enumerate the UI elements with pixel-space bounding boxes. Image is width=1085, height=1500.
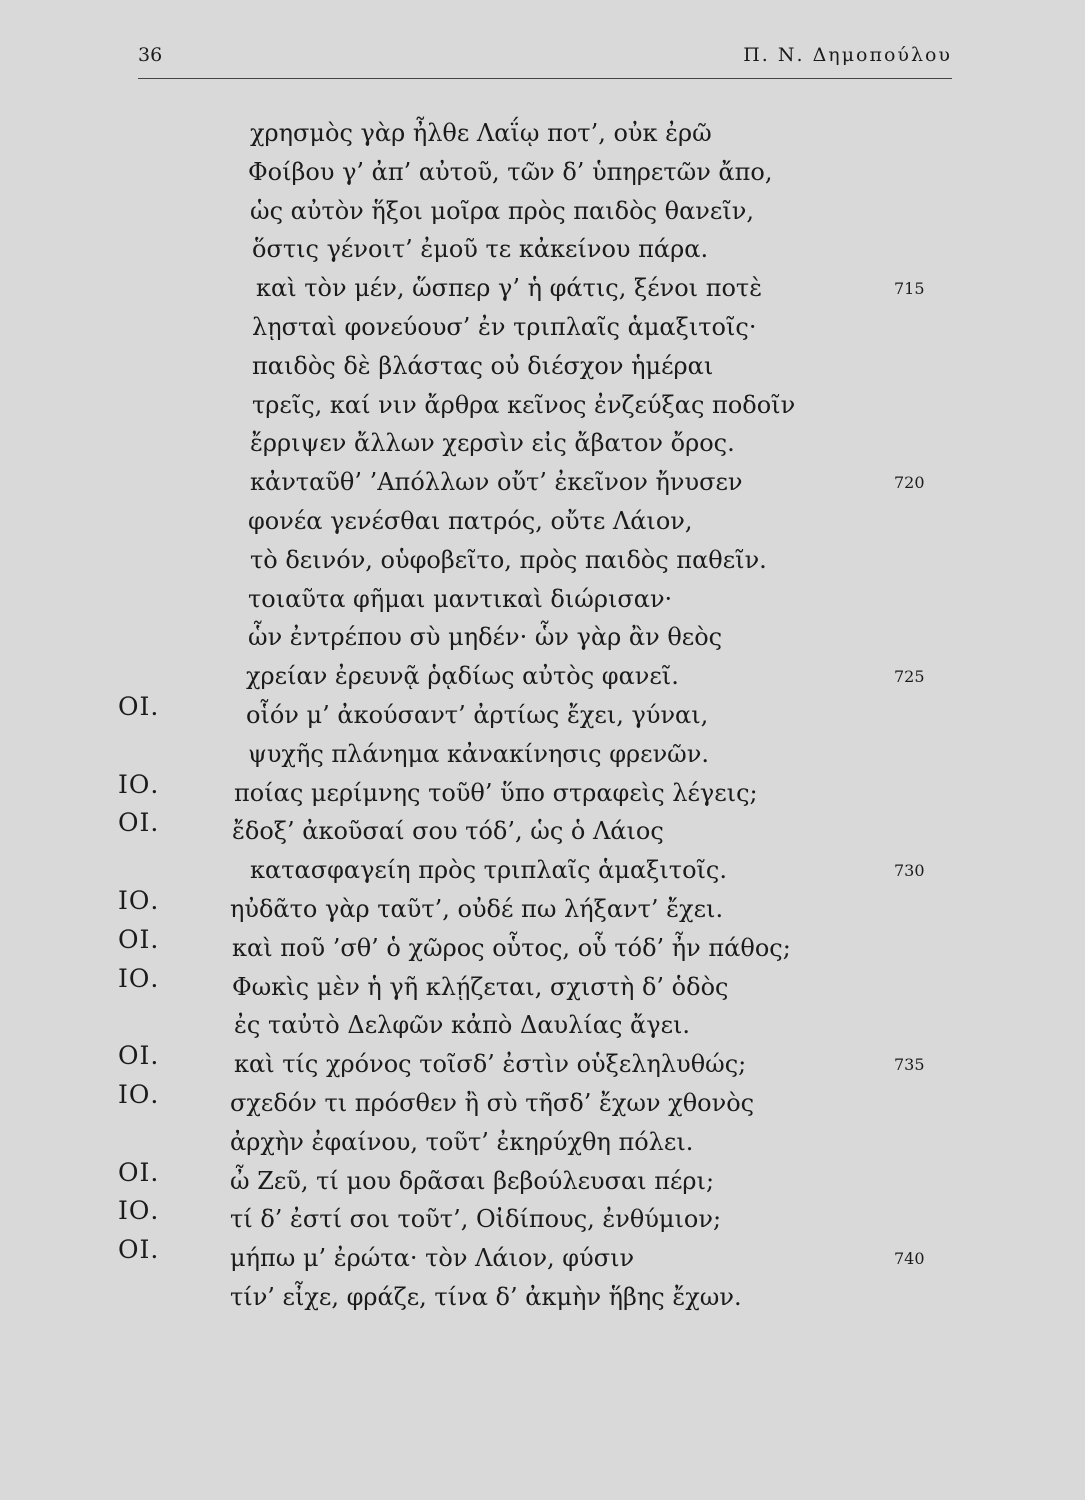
- verse-line: [0, 192, 1085, 231]
- verse-line: [0, 851, 1085, 890]
- verse-text: ποίας μερίμνης τοῦθ’ ὕπο στραφεὶς λέγεις;: [234, 778, 758, 807]
- page-header: [120, 44, 952, 74]
- verse-line: [0, 386, 1085, 425]
- verse-text: ἔρριψεν ἄλλων χερσὶν εἰς ἄβατον ὄρος.: [250, 429, 735, 458]
- verse-text: χρησμὸς γὰρ ἦλθε Λαΐῳ ποτ’, οὐκ ἐρῶ: [250, 119, 712, 147]
- verse-text: μήπω μ’ ἐρώτα· τὸν Λάιον, φύσιν: [230, 1244, 635, 1273]
- verse-line: [0, 1157, 1085, 1201]
- verse-line: [0, 1041, 1085, 1084]
- running-head: Π. Ν. Δημοπούλου: [743, 44, 952, 66]
- verse-text: παιδὸς δὲ βλάστας οὐ διέσχον ἡμέραι: [252, 351, 714, 380]
- verse-line: [0, 463, 1085, 502]
- verse-line: [0, 963, 1085, 1007]
- speaker-label: ΟΙ.: [118, 1235, 160, 1265]
- verse-text: σχεδόν τι πρόσθεν ἢ σὺ τῆσδ’ ἔχων χθονὸς: [230, 1088, 755, 1117]
- speaker-label: ΙΟ.: [118, 1196, 160, 1226]
- verse-line: [0, 1079, 1085, 1123]
- header-rule: [138, 78, 952, 79]
- verse-line: [0, 808, 1085, 851]
- line-number: 740: [894, 1249, 925, 1269]
- verse-text: ὡς αὐτὸν ἥξοι μοῖρα πρὸς παιδὸς θανεῖν,: [250, 196, 754, 225]
- speaker-label: ΟΙ.: [118, 1041, 160, 1071]
- verse-line: [0, 1235, 1085, 1278]
- line-number: 715: [894, 279, 925, 299]
- verse-text: τί δ’ ἐστί σοι τοῦτ’, Οἰδίπους, ἐνθύμιον;: [230, 1205, 722, 1234]
- verse-text: κατασφαγείη πρὸς τριπλαῖς ἁμαξιτοῖς.: [250, 856, 727, 885]
- line-number: 735: [894, 1055, 925, 1075]
- speaker-label: ΟΙ.: [118, 808, 160, 838]
- verse-text: τοιαῦτα φῆμαι μαντικαὶ διώρισαν·: [248, 584, 673, 613]
- speaker-label: ΟΙ.: [118, 1157, 160, 1187]
- verse-line: [0, 691, 1085, 735]
- verse-line: [0, 541, 1085, 580]
- verse-text: τρεῖς, καί νιν ἄρθρα κεῖνος ἐνζεύξας ποδοῖν: [252, 390, 796, 419]
- verse-line: [0, 424, 1085, 463]
- verse-line: [0, 153, 1085, 192]
- verse-text: τίν’ εἶχε, φράζε, τίνα δ’ ἀκμὴν ἥβης ἔχων.: [230, 1282, 742, 1311]
- line-number: 720: [894, 473, 925, 493]
- verse-line: [0, 269, 1085, 308]
- verse-line: [0, 114, 1085, 153]
- verse-line: [0, 1196, 1085, 1239]
- speaker-label: ΙΟ.: [118, 963, 160, 993]
- verse-block: [0, 114, 1085, 1317]
- verse-text: ἔδοξ’ ἀκοῦσαί σου τόδ’, ὡς ὁ Λάιος: [232, 817, 664, 846]
- verse-text: ἀρχὴν ἐφαίνου, τοῦτ’ ἐκηρύχθη πόλει.: [230, 1127, 694, 1156]
- verse-text: τὸ δεινόν, οὑφοβεῖτο, πρὸς παιδὸς παθεῖν.: [250, 545, 767, 574]
- line-number: 725: [894, 667, 925, 687]
- verse-line: [0, 769, 1085, 813]
- verse-line: [0, 618, 1085, 657]
- speaker-label: ΙΟ.: [118, 769, 160, 799]
- verse-text: λῃσταὶ φονεύουσ’ ἐν τριπλαῖς ἁμαξιτοῖς·: [252, 312, 757, 341]
- verse-text: ψυχῆς πλάνημα κἀνακίνησις φρενῶν.: [248, 739, 709, 768]
- verse-text: καὶ τίς χρόνος τοῖσδ’ ἐστὶν οὑξεληλυθώς;: [234, 1050, 747, 1079]
- verse-line: [0, 308, 1085, 347]
- verse-line: [0, 1123, 1085, 1162]
- verse-line: [0, 1006, 1085, 1045]
- verse-line: [0, 347, 1085, 386]
- verse-text: καὶ τὸν μέν, ὥσπερ γ’ ἡ φάτις, ξένοι ποτὲ: [256, 274, 763, 303]
- verse-line: [0, 657, 1085, 696]
- verse-line: [0, 924, 1085, 968]
- verse-text: Φωκὶς μὲν ἡ γῆ κλῄζεται, σχιστὴ δ’ ὁδὸς: [232, 972, 729, 1001]
- page-number: 36: [138, 44, 163, 66]
- speaker-label: ΙΟ.: [118, 1079, 160, 1109]
- speaker-label: ΟΙ.: [118, 924, 160, 954]
- verse-line: [0, 1278, 1085, 1317]
- verse-text: Φοίβου γ’ ἀπ’ αὐτοῦ, τῶν δ’ ὑπηρετῶν ἄπο,: [248, 157, 773, 186]
- verse-text: χρείαν ἐρευνᾷ ῥᾳδίως αὐτὸς φανεῖ.: [246, 662, 679, 691]
- verse-line: [0, 735, 1085, 774]
- verse-text: ἐς ταὐτὸ Δελφῶν κἀπὸ Δαυλίας ἄγει.: [234, 1011, 691, 1040]
- verse-text: ηὐδᾶτο γὰρ ταῦτ’, οὐδέ πω λήξαντ’ ἔχει.: [230, 894, 724, 923]
- verse-text: ὦ Ζεῦ, τί μου δρᾶσαι βεβούλευσαι πέρι;: [230, 1166, 715, 1195]
- verse-text: ὧν ἐντρέπου σὺ μηδέν· ὧν γὰρ ἂν θεὸς: [248, 623, 723, 652]
- verse-line: [0, 502, 1085, 541]
- verse-text: οἷόν μ’ ἀκούσαντ’ ἀρτίως ἔχει, γύναι,: [246, 700, 709, 729]
- verse-text: φονέα γενέσθαι πατρός, οὔτε Λάιον,: [248, 506, 693, 535]
- verse-text: ὅστις γένοιτ’ ἐμοῦ τε κἀκείνου πάρα.: [252, 235, 709, 264]
- speaker-label: ΟΙ.: [118, 691, 160, 721]
- verse-line: [0, 885, 1085, 929]
- line-number: 730: [894, 861, 925, 881]
- verse-text: καὶ ποῦ ’σθ’ ὁ χῶρος οὗτος, οὗ τόδ’ ἦν πάθος;: [232, 933, 791, 962]
- verse-line: [0, 230, 1085, 269]
- speaker-label: ΙΟ.: [118, 885, 160, 915]
- verse-line: [0, 580, 1085, 619]
- verse-text: κἀνταῦθ’ ’Απόλλων οὔτ’ ἐκεῖνον ἤνυσεν: [250, 468, 743, 497]
